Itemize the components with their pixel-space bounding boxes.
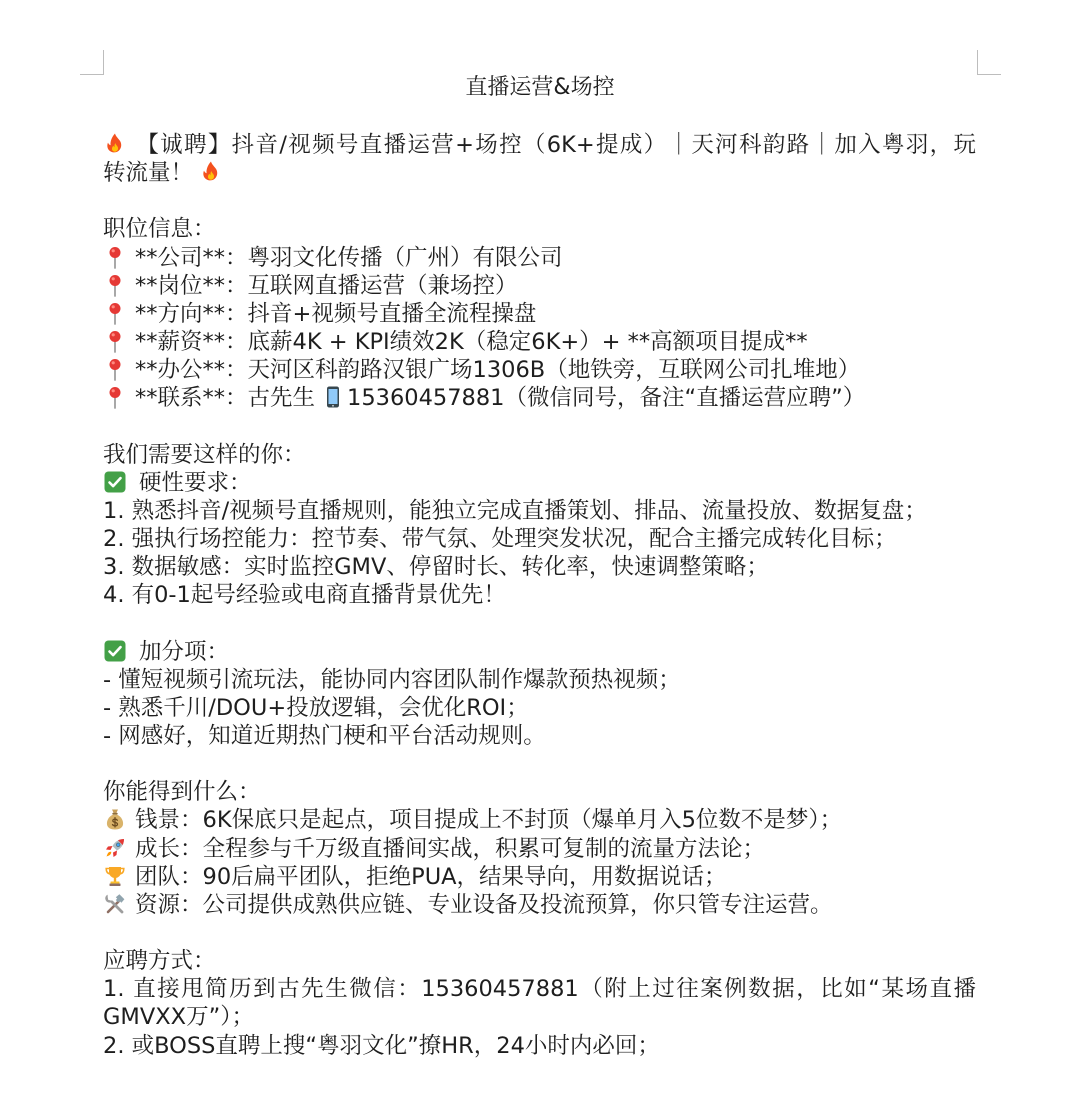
benefit-item [103, 863, 976, 891]
pin-icon [103, 245, 127, 269]
rocket-icon [103, 836, 127, 860]
benefit-resources-text: 资源：公司提供成熟供应链、专业设备及投流预算，你只管专注运营。 [135, 891, 833, 918]
direction-text: **方向**：抖音+视频号直播全流程操盘 [135, 300, 537, 327]
contact-label: **联系**：古先生 [135, 385, 316, 412]
hard-requirement-item: 1. 熟悉抖音/视频号直播规则，能独立完成直播策划、排品、流量投放、数据复盘； [103, 497, 927, 524]
fire-icon [103, 132, 127, 156]
mobile-phone-icon [321, 385, 345, 409]
benefit-growth-text: 成长：全程参与千万级直播间实战，积累可复制的流量方法论； [135, 835, 766, 862]
application-heading: 应聘方式： [103, 948, 216, 975]
document-body [103, 131, 976, 1060]
headline-line-1 [103, 131, 976, 159]
office-text: **办公**：天河区科韵路汉银广场1306B（地铁旁，互联网公司扎堆地） [135, 357, 861, 384]
document-title: 直播运营&场控 [465, 75, 615, 100]
hard-requirement-item: 2. 强执行场控能力：控节奏、带气氛、处理突发状况，配合主播完成转化目标； [103, 525, 897, 552]
pin-icon [103, 329, 127, 353]
position-info-item [103, 328, 976, 356]
hard-requirements-label: 硬性要求： [139, 469, 252, 496]
benefit-item [103, 835, 976, 863]
benefits-heading: 你能得到什么： [103, 779, 261, 806]
bonus-label: 加分项： [139, 638, 230, 665]
position-info-item [103, 244, 976, 272]
check-mark-icon [103, 470, 127, 494]
bonus-item: - 懂短视频引流玩法，能协同内容团队制作爆款预热视频； [103, 666, 681, 693]
top-left-margin-mark [80, 50, 104, 75]
hard-requirements-label-line [103, 469, 976, 497]
application-step-1-line-2: GMVXX万”）； [103, 1004, 254, 1031]
check-mark-icon [103, 639, 127, 663]
blank-line [103, 750, 976, 778]
trophy-icon [103, 864, 127, 888]
money-bag-icon [103, 807, 127, 831]
benefit-team-text: 团队：90后扁平团队，拒绝PUA，结果导向，用数据说话； [135, 863, 727, 890]
tools-icon [103, 892, 127, 916]
blank-line [103, 412, 976, 440]
salary-text: **薪资**：底薪4K + KPI绩效2K（稳定6K+）+ **高额项目提成** [135, 329, 808, 355]
bonus-item: - 网感好，知道近期热门梗和平台活动规则。 [103, 722, 546, 749]
pin-icon [103, 273, 127, 297]
bonus-label-line [103, 638, 976, 666]
benefit-item [103, 891, 976, 919]
role-text: **岗位**：互联网直播运营（兼场控） [135, 272, 518, 299]
pin-icon [103, 357, 127, 381]
blank-line [103, 187, 976, 215]
requirements-heading: 我们需要这样的你： [103, 441, 306, 468]
top-right-margin-mark [977, 50, 1001, 75]
fire-icon [199, 160, 223, 184]
pin-icon [103, 301, 127, 325]
blank-line [103, 609, 976, 637]
headline-text-2: 转流量！ [103, 160, 194, 187]
bonus-item: - 熟悉千川/DOU+投放逻辑，会优化ROI； [103, 694, 529, 721]
company-text: **公司**：粤羽文化传播（广州）有限公司 [135, 244, 563, 271]
position-info-item [103, 356, 976, 384]
headline-text-1: 【诚聘】抖音/视频号直播运营+场控（6K+提成）｜天河科韵路｜加入粤羽，玩 [135, 132, 976, 158]
position-info-item [103, 300, 976, 328]
benefit-money-text: 钱景：6K保底只是起点，项目提成上不封顶（爆单月入5位数不是梦）； [135, 807, 843, 834]
contact-phone: 15360457881（微信同号，备注“直播运营应聘”） [347, 385, 866, 412]
benefit-item [103, 806, 976, 834]
hard-requirement-item: 4. 有0-1起号经验或电商直播背景优先！ [103, 582, 506, 609]
blank-line [103, 919, 976, 947]
hard-requirement-item: 3. 数据敏感：实时监控GMV、停留时长、转化率，快速调整策略； [103, 554, 769, 581]
pin-icon [103, 385, 127, 409]
position-info-item [103, 384, 976, 412]
position-info-item [103, 272, 976, 300]
headline-line-2 [103, 159, 976, 187]
position-info-heading: 职位信息： [103, 216, 216, 243]
application-step-2: 2. 或BOSS直聘上搜“粤羽文化”撩HR，24小时内必回； [103, 1032, 660, 1059]
application-step-1-line-1: 1. 直接甩简历到古先生微信：15360457881（附上过往案例数据，比如“某场直播 [103, 976, 976, 1003]
